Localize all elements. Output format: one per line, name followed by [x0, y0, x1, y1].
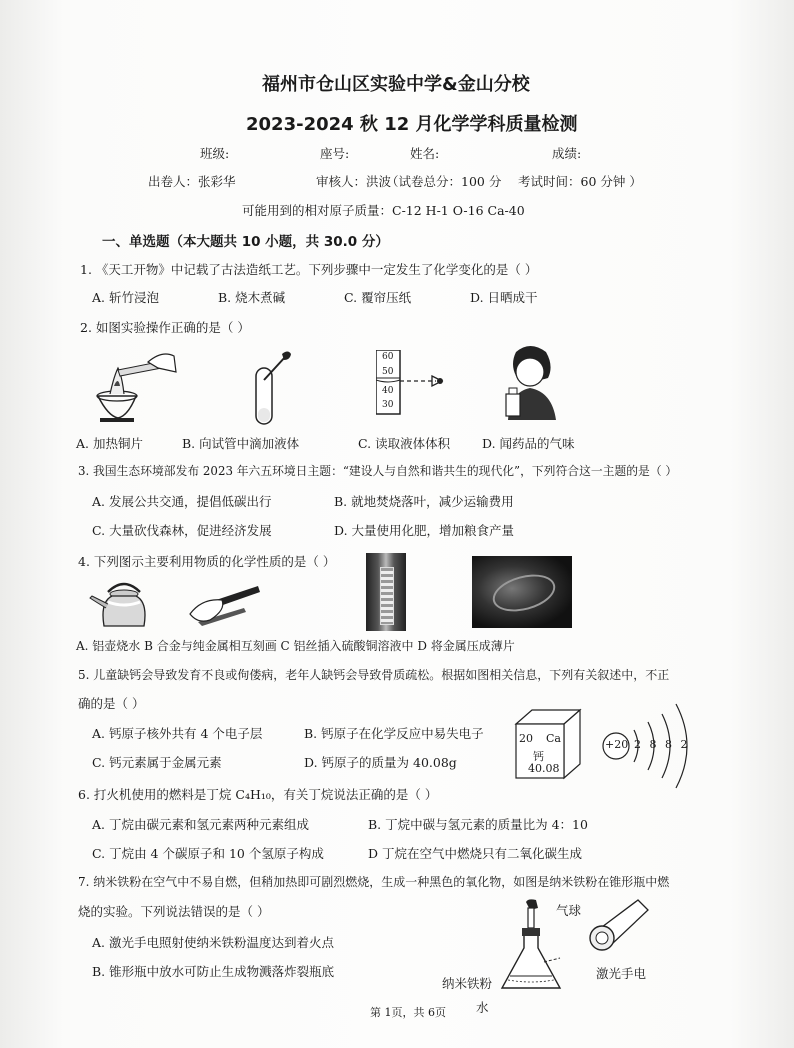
cylinder-tick: 50	[382, 367, 394, 377]
field-class: 班级:	[200, 146, 230, 161]
tile-number: 20	[519, 732, 533, 745]
q2-dropper-figure	[246, 350, 296, 426]
q5-stem-line1: 5. 儿童缺钙会导致发育不良或佝偻病，老年人缺钙会导致骨质疏松。根据如图相关信息，下列有关叙述中，不正	[78, 668, 670, 682]
field-name: 姓名:	[410, 146, 440, 161]
q3-stem: 3. 我国生态环境部发布 2023 年六五环境日主题：“建设人与自然和谐共生的现代化”，下列符合这一主题的是（ ）	[78, 464, 678, 478]
q5-option-a: A. 钙原子核外共有 4 个电子层	[92, 726, 263, 741]
q3-option-b: B. 就地焚烧落叶，减少运输费用	[334, 494, 514, 509]
setter: 出卷人：张彩华	[148, 174, 236, 189]
section-title: 一、单选题（本大题共 10 小题，共 30.0 分）	[102, 234, 389, 250]
q4-kettle-figure	[88, 572, 160, 630]
q1-option-b: B. 烧木煮碱	[218, 290, 286, 305]
q1-option-c: C. 覆帘压纸	[344, 290, 412, 305]
q4-stem: 4. 下列图示主要利用物质的化学性质的是（ ）	[78, 554, 336, 569]
q7-option-b: B. 锥形瓶中放水可防止生成物溅落炸裂瓶底	[92, 964, 335, 979]
q1-option-a: A. 斩竹浸泡	[92, 290, 159, 305]
q1-option-d: D. 日晒成干	[470, 290, 538, 305]
q7-laser-figure	[588, 896, 654, 952]
q2-option-c: C. 读取液体体积	[358, 436, 451, 451]
q6-option-d: D 丁烷在空气中燃烧只有二氧化碳生成	[368, 846, 582, 861]
q4-copper-sulfate-photo	[366, 553, 406, 631]
q3-option-d: D. 大量使用化肥，增加粮食产量	[334, 523, 515, 538]
tile-name: 钙	[533, 750, 544, 763]
q5-option-d: D. 钙原子的质量为 40.08g	[304, 755, 457, 770]
atomic-masses: 可能用到的相对原子质量：C-12 H-1 O-16 Ca-40	[242, 203, 525, 218]
reviewer: 审核人：洪波	[316, 174, 392, 189]
q2-option-b: B. 向试管中滴加液体	[182, 436, 300, 451]
label-water: 水	[476, 1000, 489, 1015]
q6-option-a: A. 丁烷由碳元素和氢元素两种元素组成	[92, 817, 309, 832]
q4-rolling-photo	[472, 556, 572, 628]
q2-stem: 2. 如图实验操作正确的是（ ）	[80, 320, 250, 335]
tile-mass: 40.08	[528, 762, 560, 775]
label-balloon: 气球	[556, 903, 582, 918]
q5-stem-line2: 确的是（ ）	[78, 696, 145, 711]
page-number: 第 1页，共 6页	[370, 1006, 446, 1019]
total-score: （试卷总分：100 分	[386, 174, 502, 189]
q5-option-c: C. 钙元素属于金属元素	[92, 755, 222, 770]
q7-stem-line1: 7. 纳米铁粉在空气中不易自燃，但稍加热即可剧烈燃烧，生成一种黑色的氧化物，如图是纳米铁粉在锥形瓶中燃	[78, 875, 670, 889]
q7-flask-figure	[498, 898, 564, 992]
q6-stem: 6. 打火机使用的燃料是丁烷 C₄H₁₀，有关丁烷说法正确的是（ ）	[78, 787, 438, 802]
q1-stem: 1. 《天工开物》中记载了古法造纸工艺。下列步骤中一定发生了化学变化的是（ ）	[80, 262, 538, 277]
q2-option-d: D. 闻药品的气味	[482, 436, 575, 451]
field-score: 成绩:	[552, 146, 582, 161]
atom-nucleus: +20	[605, 738, 629, 751]
q4-options: A. 铝壶烧水 B 合金与纯金属相互刻画 C 铝丝插入硫酸铜溶液中 D 将金属压成薄片	[76, 639, 515, 653]
school-title: 福州市仓山区实验中学&金山分校	[262, 74, 530, 95]
q6-option-c: C. 丁烷由 4 个碳原子和 10 个氢原子构成	[92, 846, 324, 861]
q4-scratch-figure	[186, 580, 266, 630]
field-seat: 座号:	[320, 146, 350, 161]
q6-option-b: B. 丁烷中碳与氢元素的质量比为 4：10	[368, 817, 588, 832]
q2-heating-figure	[88, 346, 178, 426]
atom-shells: 2 8 8 2	[634, 738, 688, 751]
q3-option-c: C. 大量砍伐森林，促进经济发展	[92, 523, 272, 538]
cylinder-tick: 30	[382, 400, 394, 410]
exam-time: 考试时间：60 分钟 ）	[518, 174, 642, 189]
q3-option-a: A. 发展公共交通，提倡低碳出行	[92, 494, 272, 509]
q2-smell-figure	[500, 344, 562, 420]
label-iron: 纳米铁粉	[442, 976, 493, 991]
q7-stem-line2: 烧的实验。下列说法错误的是（ ）	[78, 904, 270, 919]
q5-option-b: B. 钙原子在化学反应中易失电子	[304, 726, 484, 741]
exam-title: 2023-2024 秋 12 月化学学科质量检测	[246, 114, 578, 135]
cylinder-tick: 60	[382, 352, 394, 362]
label-laser: 激光手电	[596, 966, 647, 981]
q7-option-a: A. 激光手电照射使纳米铁粉温度达到着火点	[92, 935, 334, 950]
tile-symbol: Ca	[546, 732, 561, 745]
cylinder-tick: 40	[382, 386, 394, 396]
q2-option-a: A. 加热铜片	[76, 436, 143, 451]
